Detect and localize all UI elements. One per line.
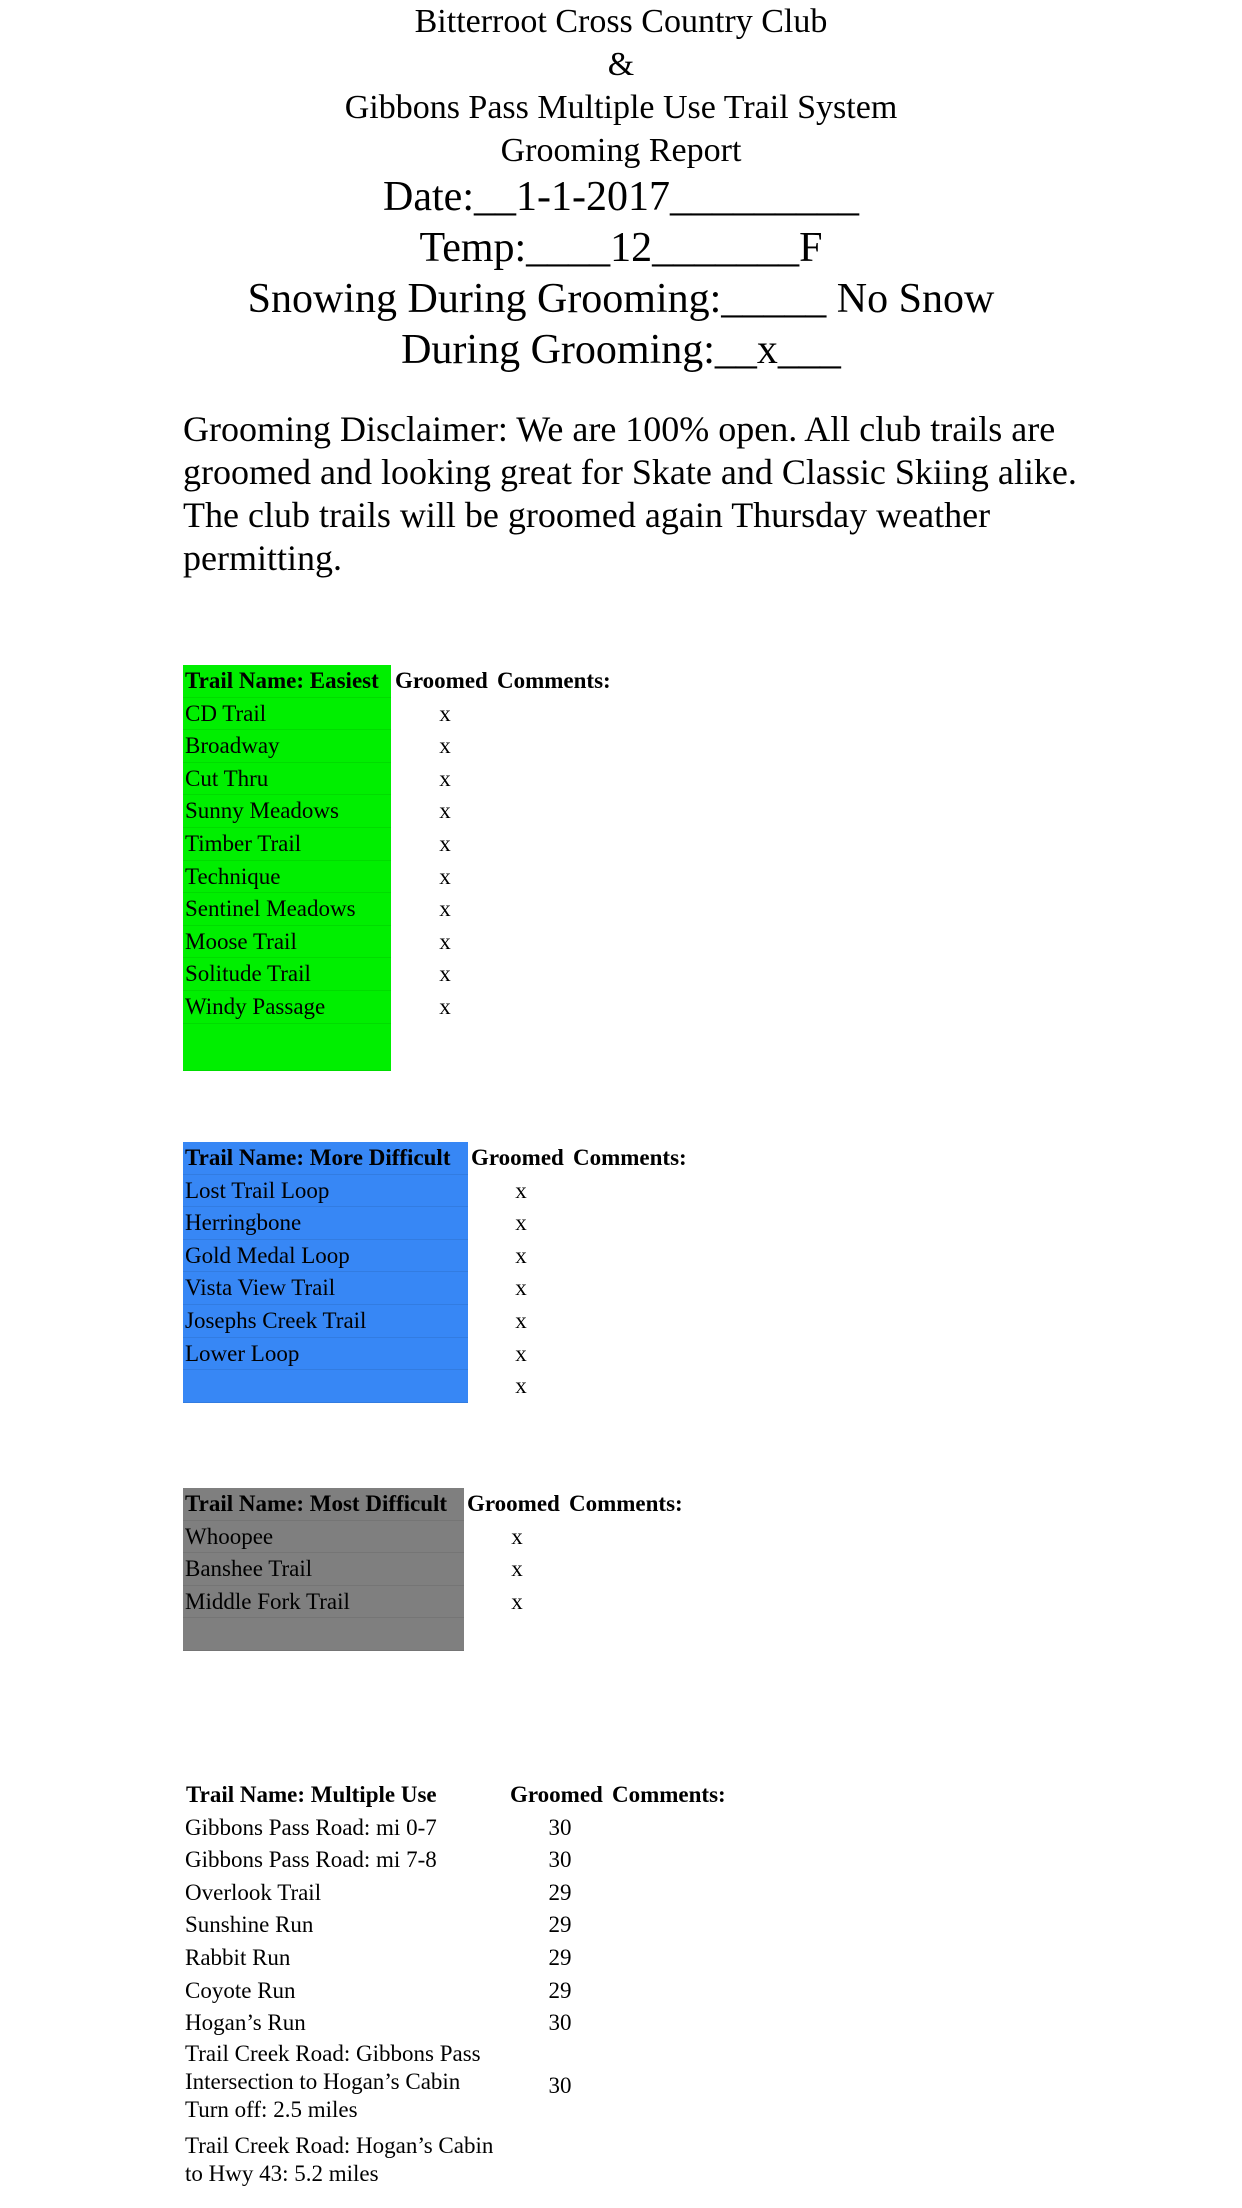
groomed-cell: x xyxy=(515,1373,527,1399)
groomed-header: Groomed xyxy=(471,1145,564,1170)
groomed-cell: x xyxy=(439,993,451,1019)
groomed-cell: x xyxy=(515,1275,527,1301)
report-title: Grooming Report xyxy=(500,132,742,169)
trail-name-cell: Gibbons Pass Road: mi 7-8 xyxy=(185,1847,437,1873)
comments-header: Comments: xyxy=(497,668,611,693)
trail-name-cell: Cut Thru xyxy=(183,763,391,796)
trail-name-cell: Gold Medal Loop xyxy=(183,1240,468,1273)
trail-name-cell: Herringbone xyxy=(183,1207,468,1240)
groomed-cell: x xyxy=(511,1588,523,1614)
groomed-cell: x xyxy=(515,1242,527,1268)
trail-name-cell: Sentinel Meadows xyxy=(183,893,391,926)
trail-name-cell: Lost Trail Loop xyxy=(183,1175,468,1208)
empty-cell xyxy=(183,1618,464,1651)
groomed-cell xyxy=(510,2132,610,2194)
trail-name-header: Trail Name: Easiest xyxy=(183,665,391,698)
groomed-cell: x xyxy=(511,1523,523,1549)
groomed-cell: x xyxy=(439,765,451,791)
groomed-cell: x xyxy=(515,1210,527,1236)
trail-name-cell xyxy=(183,1370,468,1403)
groomed-header: Groomed xyxy=(510,1782,603,1807)
trail-name-cell: Josephs Creek Trail xyxy=(183,1305,468,1338)
trail-name-cell: Sunny Meadows xyxy=(183,795,391,828)
trail-name-cell: Rabbit Run xyxy=(185,1944,291,1970)
empty-cell xyxy=(183,1024,391,1071)
trail-name-cell: Whoopee xyxy=(183,1521,464,1554)
trail-name-cell: Broadway xyxy=(183,730,391,763)
groomed-cell: x xyxy=(511,1556,523,1582)
trail-name-cell: Middle Fork Trail xyxy=(183,1586,464,1619)
groomed-cell: 30 xyxy=(548,2010,572,2036)
trail-name-header: Trail Name: Most Difficult xyxy=(183,1488,464,1521)
trail-name-cell: Vista View Trail xyxy=(183,1272,468,1305)
trail-name-cell: Hogan’s Run xyxy=(185,2010,306,2036)
trail-name-cell: Trail Creek Road: Gibbons Pass Intersection to Hogan’s Cabin Turn off: 2.5 miles xyxy=(185,2040,481,2122)
comments-header: Comments: xyxy=(573,1145,687,1170)
date-line: Date:__1-1-2017_________ xyxy=(383,174,859,220)
snowing-line: Snowing During Grooming:_____ No Snow xyxy=(247,276,995,322)
trail-name-cell: Lower Loop xyxy=(183,1338,468,1371)
trail-name-cell: Sunshine Run xyxy=(185,1912,314,1938)
ampersand: & xyxy=(607,46,635,83)
trail-name-cell: Gibbons Pass Road: mi 0-7 xyxy=(185,1814,437,1840)
groomed-header: Groomed xyxy=(467,1491,560,1516)
groomed-cell: 29 xyxy=(548,1977,572,2003)
groomed-cell: x xyxy=(439,798,451,824)
trail-name-cell: Coyote Run xyxy=(185,1977,296,2003)
trail-name-cell: Moose Trail xyxy=(183,926,391,959)
groomed-cell: 30 xyxy=(548,2072,572,2098)
trail-name-cell: Banshee Trail xyxy=(183,1553,464,1586)
groomed-header: Groomed xyxy=(395,668,488,693)
groomed-cell: x xyxy=(439,928,451,954)
groomed-cell: x xyxy=(439,896,451,922)
groomed-cell: x xyxy=(515,1177,527,1203)
during-grooming-line: During Grooming:__x___ xyxy=(401,327,841,373)
trail-name-cell: Timber Trail xyxy=(183,828,391,861)
groomed-cell: x xyxy=(439,961,451,987)
groomed-cell: x xyxy=(439,863,451,889)
groomed-cell: 29 xyxy=(548,1879,572,1905)
trail-name-header: Trail Name: Multiple Use xyxy=(186,1782,437,1807)
groomed-cell: x xyxy=(515,1340,527,1366)
groomed-cell: x xyxy=(515,1307,527,1333)
grooming-disclaimer: Grooming Disclaimer: We are 100% open. All club trails are groomed and looking great for Skate and Classic Skiing alike. The club trails will be groomed again Thursday weather permitting. xyxy=(183,409,1077,578)
report-header xyxy=(0,0,1242,376)
temp-line: Temp:____12_______F xyxy=(419,225,823,271)
trail-system-title: Gibbons Pass Multiple Use Trail System xyxy=(344,89,898,126)
trail-name-cell: Overlook Trail xyxy=(185,1879,322,1905)
trail-name-header: Trail Name: More Difficult xyxy=(183,1142,468,1175)
trail-name-cell: Technique xyxy=(183,861,391,894)
groomed-cell: x xyxy=(439,700,451,726)
groomed-cell: 30 xyxy=(548,1814,572,1840)
trail-name-cell: CD Trail xyxy=(183,698,391,731)
trail-name-cell: Trail Creek Road: Hogan’s Cabin to Hwy 43: 5.2 miles xyxy=(185,2132,494,2186)
comments-header: Comments: xyxy=(612,1782,726,1807)
trail-name-cell: Solitude Trail xyxy=(183,958,391,991)
groomed-cell: 29 xyxy=(548,1944,572,1970)
groomed-cell: 29 xyxy=(548,1912,572,1938)
groomed-cell: x xyxy=(439,830,451,856)
club-title: Bitterroot Cross Country Club xyxy=(414,3,828,40)
groomed-cell: x xyxy=(439,733,451,759)
groomed-cell: 30 xyxy=(548,1847,572,1873)
comments-header: Comments: xyxy=(569,1491,683,1516)
trail-name-cell: Windy Passage xyxy=(183,991,391,1024)
